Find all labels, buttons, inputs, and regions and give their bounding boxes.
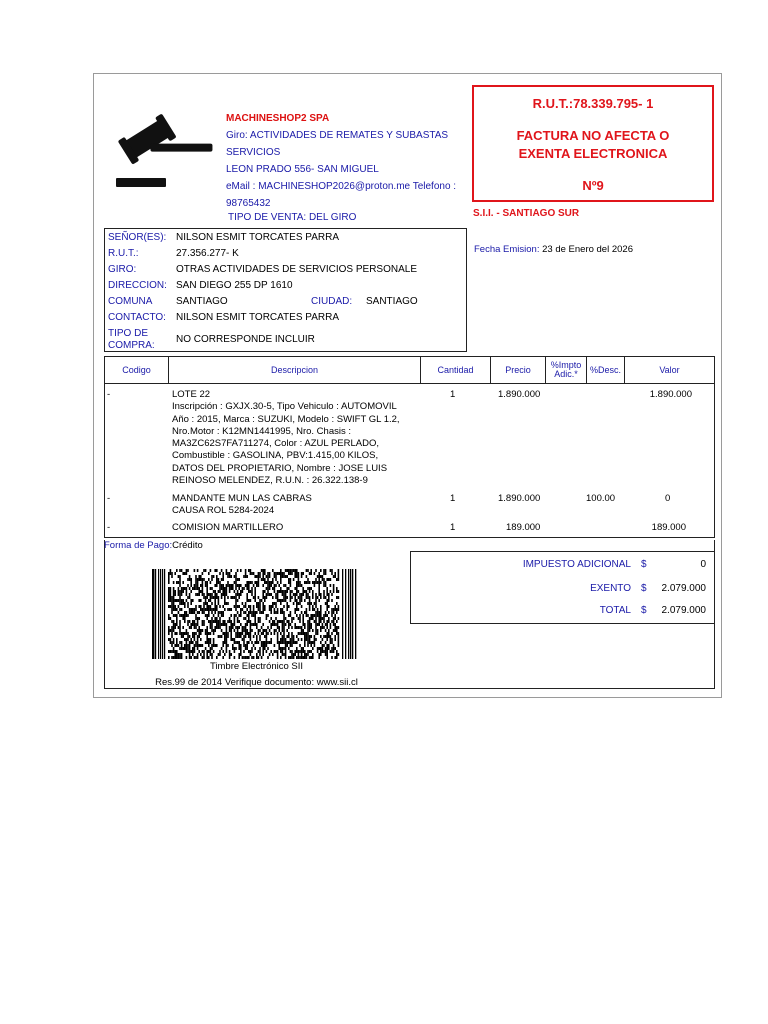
client-giro: OTRAS ACTIVIDADES DE SERVICIOS PERSONALE bbox=[176, 264, 417, 275]
document-type: FACTURA NO AFECTA O bbox=[516, 128, 670, 143]
client-comuna: SANTIAGO bbox=[176, 296, 228, 307]
row-desc: 100.00 bbox=[586, 493, 616, 504]
client-senor-label: SEÑOR(ES): bbox=[108, 232, 167, 243]
client-box bbox=[104, 228, 467, 352]
gavel-icon bbox=[108, 108, 218, 190]
header-descripcion: Descripcion bbox=[169, 357, 421, 383]
totals-row-total bbox=[411, 605, 714, 619]
pdf417-barcode-icon bbox=[152, 569, 357, 659]
impuesto-label: IMPUESTO ADICIONAL bbox=[522, 559, 631, 570]
row-precio: 1.890.000 bbox=[498, 493, 541, 504]
client-giro-label: GIRO: bbox=[108, 264, 137, 275]
issuer-giro-cont: SERVICIOS bbox=[226, 147, 281, 158]
issuer-giro: Giro: ACTIVIDADES DE REMATES Y SUBASTAS bbox=[226, 130, 449, 141]
header-precio: Precio bbox=[491, 357, 546, 383]
invoice-page bbox=[93, 73, 722, 698]
header-codigo: Codigo bbox=[105, 357, 169, 383]
row-cantidad: 1 bbox=[450, 389, 456, 400]
issuer-name: MACHINESHOP2 SPA bbox=[226, 113, 330, 124]
client-direccion: SAN DIEGO 255 DP 1610 bbox=[176, 280, 293, 291]
client-ciudad: SANTIAGO bbox=[366, 296, 418, 307]
document-id-box bbox=[472, 85, 714, 202]
document-number: Nº9 bbox=[582, 178, 604, 193]
client-direccion-label: DIRECCION: bbox=[108, 280, 167, 291]
totals-row-impuesto bbox=[411, 559, 714, 573]
row-codigo: - bbox=[107, 389, 111, 400]
client-rut-label: R.U.T.: bbox=[108, 248, 139, 259]
row-precio: 189.000 bbox=[506, 522, 541, 533]
sii-office: S.I.I. - SANTIAGO SUR bbox=[473, 208, 580, 219]
row-valor: 189.000 bbox=[651, 522, 686, 533]
totals-row-exento bbox=[411, 583, 714, 597]
timbre-label: Timbre Electrónico SII bbox=[209, 661, 304, 672]
issue-date-value: 23 de Enero del 2026 bbox=[542, 244, 633, 255]
header-desc: %Desc. bbox=[587, 357, 625, 383]
client-senor: NILSON ESMIT TORCATES PARRA bbox=[176, 232, 339, 243]
client-tipo-compra: NO CORRESPONDE INCLUIR bbox=[176, 334, 315, 345]
header-cantidad: Cantidad bbox=[421, 357, 491, 383]
issuer-email: eMail : MACHINESHOP2026@proton.me Telefono : bbox=[226, 181, 457, 192]
client-contacto-label: CONTACTO: bbox=[108, 312, 166, 323]
client-rut: 27.356.277- K bbox=[176, 248, 239, 259]
issuer-address: LEON PRADO 556- SAN MIGUEL bbox=[226, 164, 379, 175]
document-type-cont: EXENTA ELECTRONICA bbox=[518, 146, 668, 161]
row-description: LOTE 22 Inscripción : GXJX.30-5, Tipo Vehiculo : AUTOMOVIL Año : 2015, Marca : SUZUKI, Modelo : SWIFT GL 1.2, Nro.Motor : K12MN1441995, Nro. Chasis : MA3ZC62S7FA711274, Color : AZUL PERLADO, Combustible : GASOLINA, PBV:1.415,00 KILOS, DATOS DEL PROPIETARIO, Nombre : JOSE LUIS REINOSO MELENDEZ, R.U.N. : 26.322.138-9 bbox=[172, 389, 400, 487]
tipo-venta: TIPO DE VENTA: DEL GIRO bbox=[228, 212, 357, 223]
issue-date bbox=[474, 244, 633, 255]
row-valor: 1.890.000 bbox=[649, 389, 692, 400]
totals-box bbox=[410, 551, 715, 624]
payment-method bbox=[104, 540, 203, 551]
issuer-rut: R.U.T.:78.339.795- 1 bbox=[532, 96, 654, 111]
items-table-header bbox=[105, 357, 714, 384]
exento-value: 2.079.000 bbox=[661, 583, 706, 594]
payment-value: Crédito bbox=[172, 540, 203, 551]
timbre-resolution: Res.99 de 2014 Verifique documento: www.sii.cl bbox=[155, 677, 358, 688]
payment-label: Forma de Pago: bbox=[104, 540, 173, 551]
row-description: COMISION MARTILLERO bbox=[172, 522, 284, 533]
row-cantidad: 1 bbox=[450, 522, 456, 533]
client-ciudad-label: CIUDAD: bbox=[311, 296, 353, 307]
total-label: TOTAL bbox=[599, 605, 631, 616]
row-cantidad: 1 bbox=[450, 493, 456, 504]
impuesto-value: 0 bbox=[700, 559, 706, 570]
impuesto-currency: $ bbox=[641, 559, 647, 570]
client-comuna-label: COMUNA bbox=[108, 296, 153, 307]
client-tipo-compra-label: TIPO DE COMPRA: bbox=[108, 328, 155, 351]
exento-currency: $ bbox=[641, 583, 647, 594]
total-currency: $ bbox=[641, 605, 647, 616]
issuer-info bbox=[226, 110, 474, 212]
items-table bbox=[104, 356, 715, 538]
total-value: 2.079.000 bbox=[661, 605, 706, 616]
header-valor: Valor bbox=[659, 364, 680, 375]
exento-label: EXENTO bbox=[590, 583, 631, 594]
client-contacto: NILSON ESMIT TORCATES PARRA bbox=[176, 312, 339, 323]
row-valor: 0 bbox=[665, 493, 671, 504]
row-codigo: - bbox=[107, 522, 111, 533]
row-codigo: - bbox=[107, 493, 111, 504]
row-description: MANDANTE MUN LAS CABRAS CAUSA ROL 5284-2024 bbox=[172, 493, 312, 517]
issue-date-label: Fecha Emision: bbox=[474, 244, 540, 255]
row-precio: 1.890.000 bbox=[498, 389, 541, 400]
header-impto: %Impto Adic.* bbox=[546, 357, 587, 383]
issuer-phone: 98765432 bbox=[226, 198, 271, 209]
